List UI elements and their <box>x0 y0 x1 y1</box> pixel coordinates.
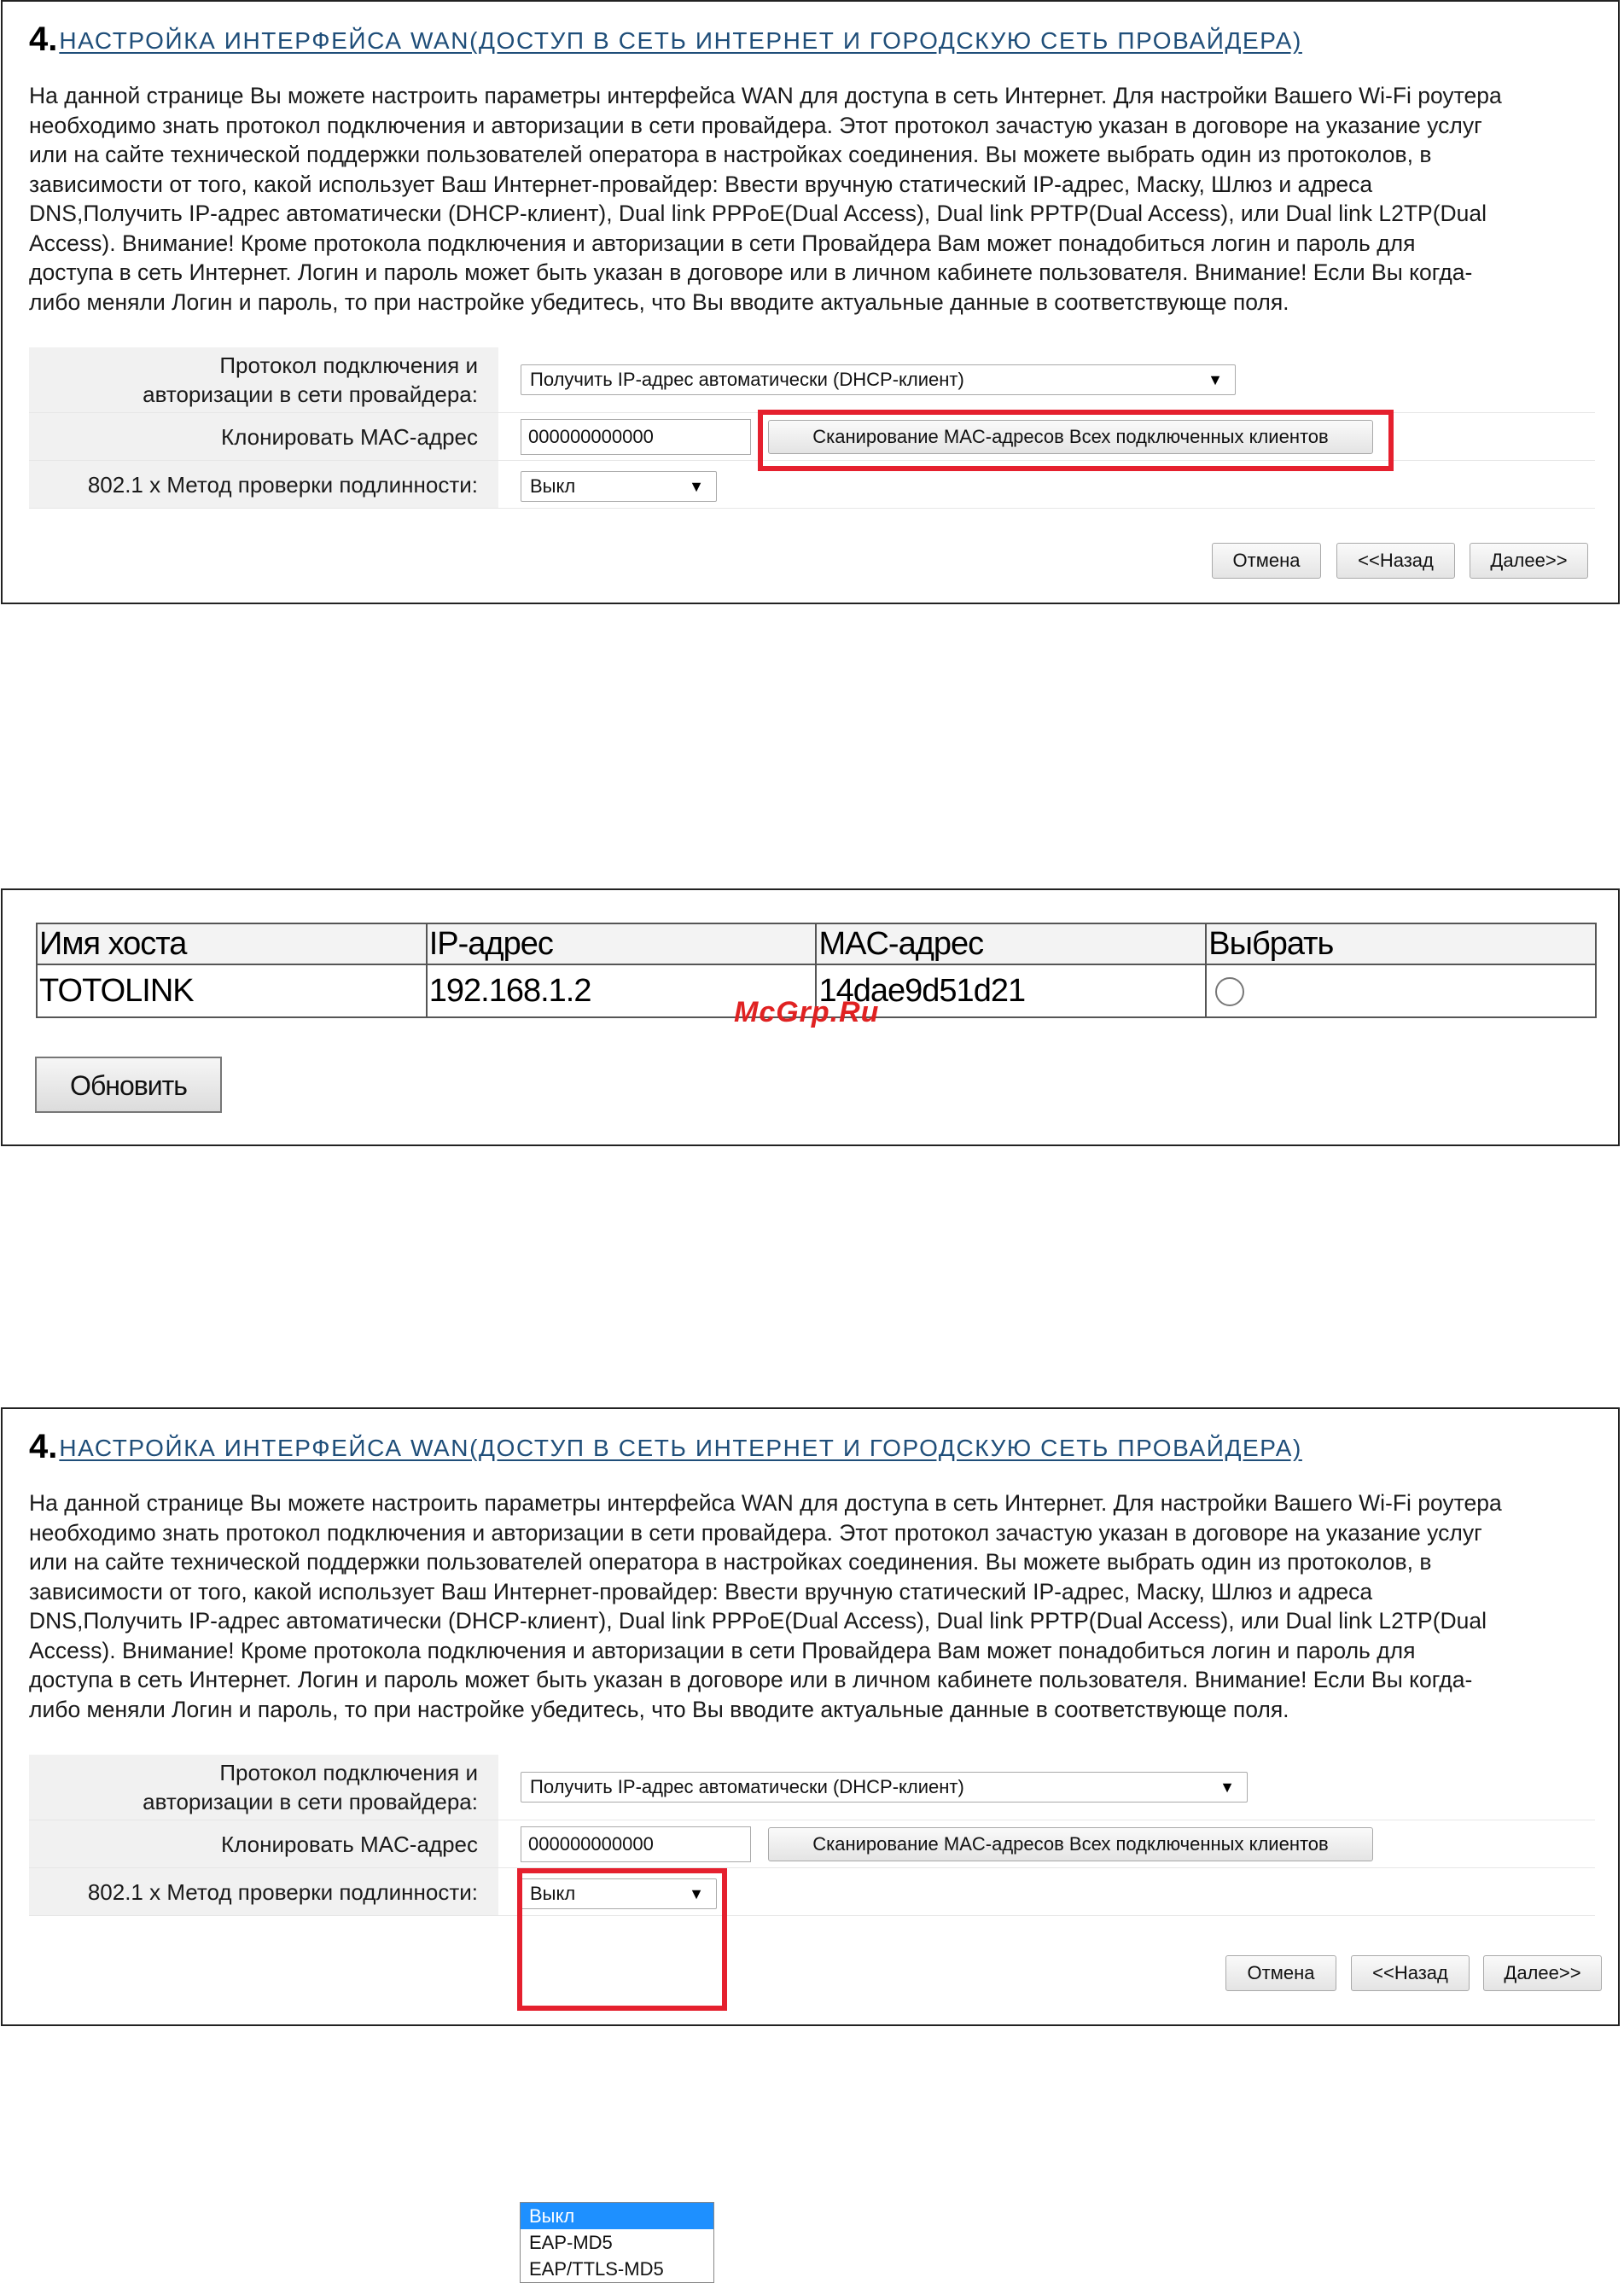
protocol-label-line2: авторизации в сети провайдера: <box>143 381 478 407</box>
description-line: DNS,Получить IP-адрес автоматически (DHCP-клиент), Dual link PPPoE(Dual Access), Dual link PPTP(Dual Access), или Dual link L2TP(Dual <box>29 1608 1487 1634</box>
description-line: Access). Внимание! Кроме протокола подключения и авторизации в сети Провайдера Вам может понадобиться логин и пароль для <box>29 230 1416 256</box>
protocol-row <box>29 347 1595 413</box>
cancel-button[interactable]: Отмена <box>1225 1955 1336 1991</box>
description-line: Access). Внимание! Кроме протокола подключения и авторизации в сети Провайдера Вам может понадобиться логин и пароль для <box>29 1637 1416 1663</box>
protocol-label <box>29 347 498 412</box>
auth-row <box>29 461 1595 509</box>
description-line: необходимо знать протокол подключения и авторизации в сети провайдера. Этот протокол зачастую указан в договоре на указание услуг <box>29 112 1482 138</box>
title-text: НАСТРОЙКА ИНТЕРФЕЙСА WAN(ДОСТУП В СЕТЬ ИНТЕРНЕТ И ГОРОДСКУЮ СЕТЬ ПРОВАЙДЕРА) <box>59 1435 1302 1461</box>
description-line: или на сайте технической поддержки пользователей оператора в настройках соединения. Вы можете выбрать один из протоколов, в <box>29 142 1432 167</box>
cancel-button[interactable]: Отмена <box>1212 543 1321 579</box>
description-line: доступа в сеть Интернет. Логин и пароль может быть указан в договоре или в личном кабинете пользователя. Внимание! Если Вы когда- <box>29 259 1473 285</box>
column-header-host: Имя хоста <box>37 923 427 964</box>
column-header-select: Выбрать <box>1206 923 1596 964</box>
description-line: либо меняли Логин и пароль, то при настройке убедитесь, что Вы вводите актуальные данные в соответствующе поля. <box>29 288 1289 315</box>
protocol-label-line2: авторизации в сети провайдера: <box>143 1789 478 1814</box>
column-header-ip: IP-адрес <box>427 923 817 964</box>
page-title <box>29 20 1302 59</box>
wan-setup-panel-2 <box>1 1407 1620 2280</box>
protocol-label <box>29 1755 498 1820</box>
auth-select-value: Выкл <box>530 475 576 497</box>
step-number: 4. <box>29 20 58 58</box>
auth-options-list <box>520 2202 714 2283</box>
clone-mac-input[interactable] <box>521 419 751 455</box>
description-line: DNS,Получить IP-адрес автоматически (DHCP-клиент), Dual link PPPoE(Dual Access), Dual link PPTP(Dual Access), или Dual link L2TP(Dual <box>29 201 1487 226</box>
scan-mac-button[interactable]: Сканирование MAC-адресов Всех подключенных клиентов <box>768 420 1373 454</box>
description-line: На данной странице Вы можете настроить параметры интерфейса WAN для доступа в сеть Интернет. Для настройки Вашего Wi-Fi роутера <box>29 83 1502 108</box>
description-line: зависимости от того, какой использует Ваш Интернет-провайдер: Ввести вручную статический IP-адрес, Маску, Шлюз и адреса <box>29 171 1373 197</box>
auth-option-eap-md5[interactable]: EAP-MD5 <box>529 2232 613 2253</box>
protocol-select[interactable] <box>521 1772 1248 1803</box>
cell-mac: 14dae9d51d21 <box>816 964 1206 1017</box>
clone-mac-row <box>29 413 1595 461</box>
chevron-down-icon: ▼ <box>1219 1779 1235 1796</box>
clone-mac-input[interactable] <box>521 1826 751 1862</box>
back-button[interactable]: <<Назад <box>1351 1955 1470 1991</box>
protocol-select-value: Получить IP-адрес автоматически (DHCP-клиент) <box>530 1776 964 1797</box>
auth-row <box>29 1868 1595 1916</box>
auth-select[interactable] <box>521 471 717 502</box>
chevron-down-icon: ▼ <box>689 1885 704 1902</box>
column-header-mac: MAC-адрес <box>816 923 1206 964</box>
step-number: 4. <box>29 1428 58 1465</box>
cell-ip: 192.168.1.2 <box>427 964 817 1017</box>
protocol-row <box>29 1755 1595 1820</box>
description-line: На данной странице Вы можете настроить параметры интерфейса WAN для доступа в сеть Интернет. Для настройки Вашего Wi-Fi роутера <box>29 1490 1502 1516</box>
auth-select[interactable] <box>521 1878 717 1909</box>
auth-option-eap-ttls-md5[interactable]: EAP/TTLS-MD5 <box>529 2258 664 2280</box>
description <box>29 81 1616 317</box>
clone-mac-label: Клонировать MAC-адрес <box>29 413 498 460</box>
mac-scan-results-panel <box>1 888 1620 1146</box>
protocol-label-line1: Протокол подключения и <box>219 1760 478 1785</box>
chevron-down-icon: ▼ <box>689 478 704 495</box>
auth-select-value: Выкл <box>530 1883 576 1904</box>
scan-mac-button[interactable]: Сканирование MAC-адресов Всех подключенных клиентов <box>768 1827 1373 1861</box>
protocol-label-line1: Протокол подключения и <box>219 352 478 378</box>
protocol-select[interactable] <box>521 364 1236 395</box>
page-title <box>29 1428 1302 1466</box>
back-button[interactable]: <<Назад <box>1336 543 1455 579</box>
refresh-button[interactable]: Обновить <box>35 1057 222 1113</box>
description-line: зависимости от того, какой использует Ваш Интернет-провайдер: Ввести вручную статический IP-адрес, Маску, Шлюз и адреса <box>29 1578 1373 1605</box>
protocol-select-value: Получить IP-адрес автоматически (DHCP-клиент) <box>530 369 964 390</box>
next-button[interactable]: Далее>> <box>1470 543 1588 579</box>
description <box>29 1488 1616 1724</box>
cell-select <box>1206 964 1596 1017</box>
description-line: или на сайте технической поддержки пользователей оператора в настройках соединения. Вы можете выбрать один из протоколов, в <box>29 1549 1432 1575</box>
wan-setup-panel-1 <box>1 0 1620 604</box>
chevron-down-icon: ▼ <box>1208 371 1223 388</box>
clone-mac-label: Клонировать MAC-адрес <box>29 1820 498 1867</box>
auth-label: 802.1 x Метод проверки подлинности: <box>29 461 498 508</box>
description-line: необходимо знать протокол подключения и авторизации в сети провайдера. Этот протокол зачастую указан в договоре на указание услуг <box>29 1519 1482 1546</box>
wan-form <box>29 347 1595 509</box>
watermark: McGrp.Ru <box>734 996 880 1028</box>
clone-mac-row <box>29 1820 1595 1868</box>
next-button[interactable]: Далее>> <box>1483 1955 1602 1991</box>
description-line: доступа в сеть Интернет. Логин и пароль может быть указан в договоре или в личном кабинете пользователя. Внимание! Если Вы когда- <box>29 1667 1473 1692</box>
cell-host: TOTOLINK <box>37 964 427 1017</box>
table-header-row <box>37 923 1596 964</box>
auth-option-off[interactable]: Выкл <box>521 2203 713 2229</box>
auth-label: 802.1 x Метод проверки подлинности: <box>29 1868 498 1915</box>
title-text: НАСТРОЙКА ИНТЕРФЕЙСА WAN(ДОСТУП В СЕТЬ ИНТЕРНЕТ И ГОРОДСКУЮ СЕТЬ ПРОВАЙДЕРА) <box>59 27 1302 54</box>
select-radio[interactable] <box>1215 977 1244 1006</box>
description-line: либо меняли Логин и пароль, то при настройке убедитесь, что Вы вводите актуальные данные в соответствующе поля. <box>29 1696 1289 1722</box>
